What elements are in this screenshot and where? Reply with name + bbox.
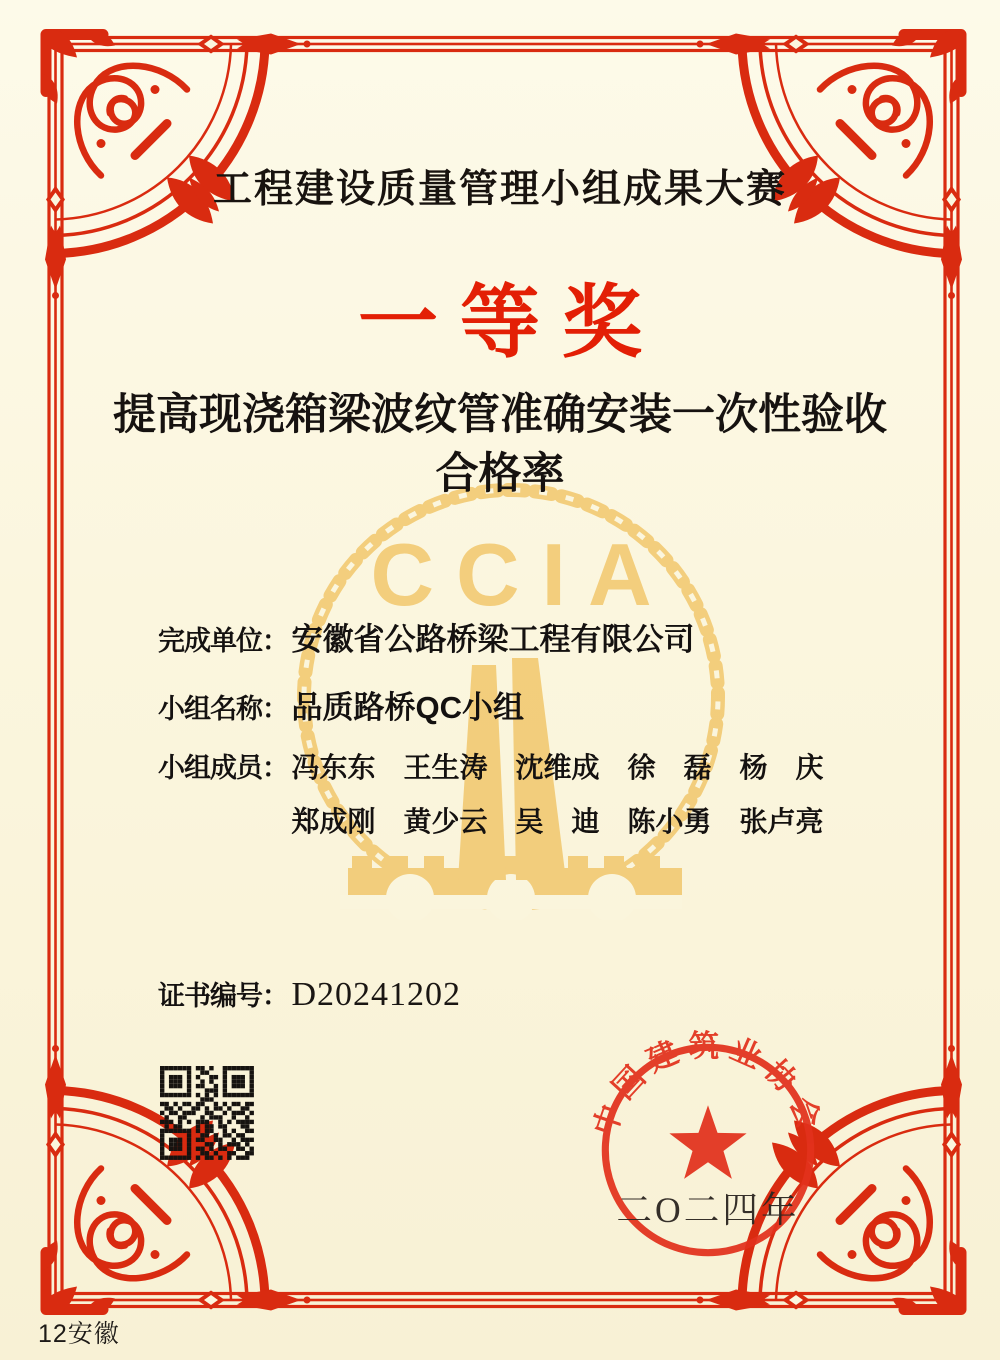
- team-members-line2: 郑成刚 黄少云 吴 迪 陈小勇 张卢亮: [291, 806, 824, 837]
- team-name-value: 品质路桥QC小组: [291, 690, 524, 725]
- certificate-number-row: [158, 974, 461, 1014]
- completing-unit-row: [158, 614, 694, 659]
- completing-unit-value: 安徽省公路桥梁工程有限公司: [291, 622, 695, 657]
- team-name-label: 小组名称：: [158, 694, 288, 724]
- seal-star-icon: [669, 1105, 746, 1179]
- ccia-acronym: CCIA: [370, 525, 674, 624]
- team-members-row-1: [158, 746, 823, 786]
- project-title-line2: 合格率: [435, 451, 565, 498]
- qr-code: [160, 1066, 254, 1160]
- award-grade: 一等奖: [358, 280, 664, 368]
- official-seal: [586, 1028, 830, 1272]
- footnote-region-code: 12安徽: [38, 1320, 120, 1348]
- project-title: [70, 386, 930, 504]
- team-members-line1: 冯东东 王生涛 沈维成 徐 磊 杨 庆: [291, 752, 824, 783]
- seal-year: 二O二四年: [616, 1190, 800, 1231]
- seal-organization-text: 中国建筑业协会: [587, 1029, 829, 1141]
- team-members-label: 小组成员：: [158, 753, 288, 783]
- competition-title: 工程建设质量管理小组成果大赛: [212, 168, 787, 211]
- certificate-number-label: 证书编号：: [158, 981, 288, 1011]
- team-name-row: [158, 682, 524, 727]
- certificate-number-value: D20241202: [291, 976, 462, 1013]
- team-members-row-2: [158, 800, 823, 840]
- project-title-line1: 提高现浇箱梁波纹管准确安装一次性验收: [113, 392, 887, 439]
- completing-unit-label: 完成单位：: [158, 626, 288, 656]
